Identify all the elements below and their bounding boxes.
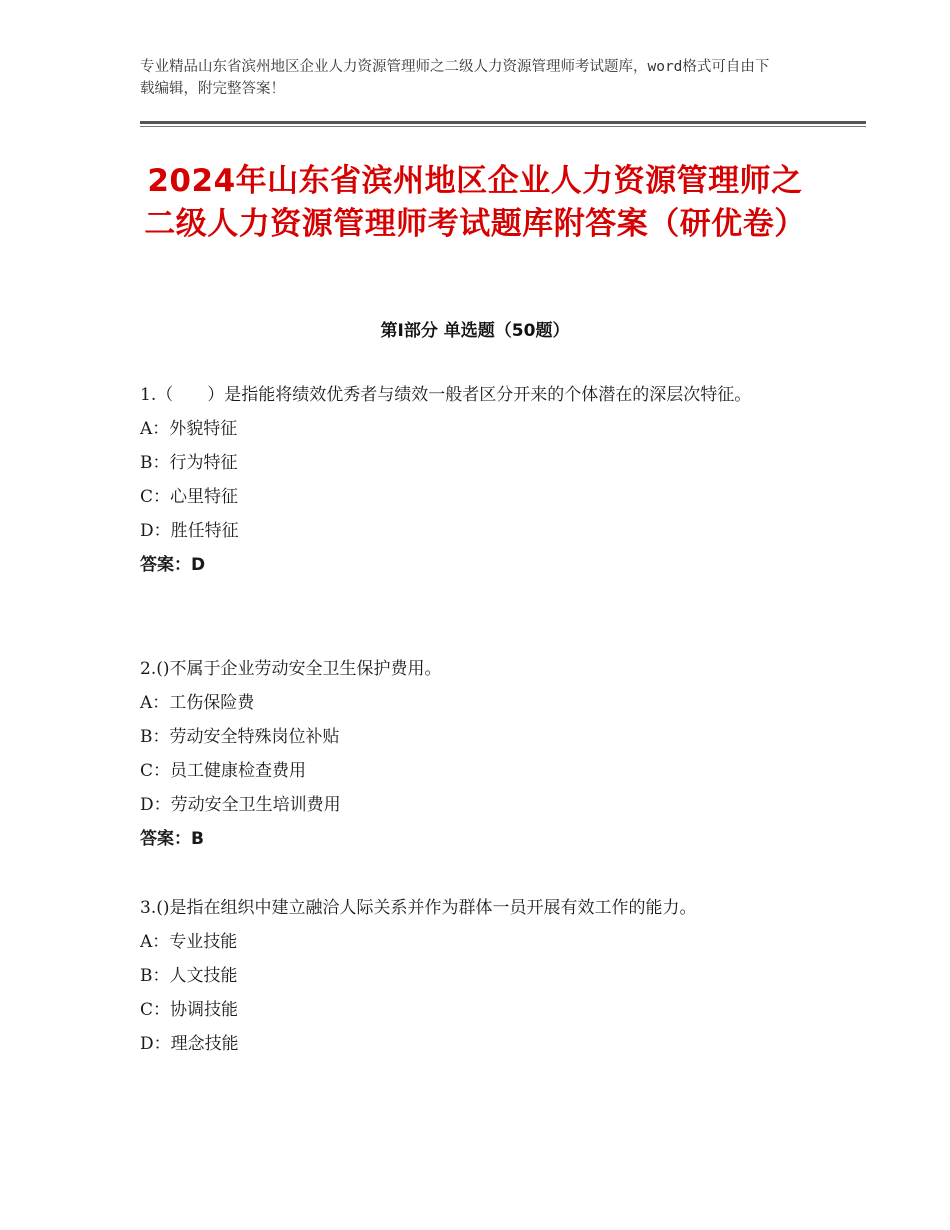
option-b: B：劳动安全特殊岗位补贴 [140, 727, 340, 747]
answer: 答案：B [140, 829, 204, 849]
document-title: 2024年山东省滨州地区企业人力资源管理师之二级人力资源管理师考试题库附答案（研优卷） [144, 163, 806, 242]
option-c: C：员工健康检查费用 [140, 761, 307, 781]
option-c: C：协调技能 [140, 1000, 239, 1020]
answer: 答案：D [140, 555, 206, 575]
option-c: C：心里特征 [140, 487, 239, 507]
header-note: 专业精品山东省滨州地区企业人力资源管理师之二级人力资源管理师考试题库，word格式可自由下载编辑，附完整答案！ [140, 59, 770, 97]
option-d: D：理念技能 [140, 1034, 239, 1054]
option-b: B：行为特征 [140, 453, 238, 473]
question-2 [140, 652, 800, 856]
option-d: D：劳动安全卫生培训费用 [140, 795, 341, 815]
option-a: A：工伤保险费 [140, 693, 255, 713]
question-stem: 3.()是指在组织中建立融洽人际关系并作为群体一员开展有效工作的能力。 [140, 898, 697, 918]
option-a: A：外貌特征 [140, 419, 238, 439]
header-divider-thin [140, 126, 866, 127]
option-a: A：专业技能 [140, 932, 238, 952]
option-b: B：人文技能 [140, 966, 238, 986]
option-d: D：胜任特征 [140, 521, 239, 541]
question-stem: 2.()不属于企业劳动安全卫生保护费用。 [140, 659, 442, 679]
question-3 [140, 891, 800, 1061]
question-1 [140, 378, 800, 582]
question-stem: 1.（ ）是指能将绩效优秀者与绩效一般者区分开来的个体潜在的深层次特征。 [140, 385, 752, 405]
section-title: 第Ⅰ部分 单选题（50题） [380, 321, 570, 341]
header-divider [140, 121, 866, 124]
